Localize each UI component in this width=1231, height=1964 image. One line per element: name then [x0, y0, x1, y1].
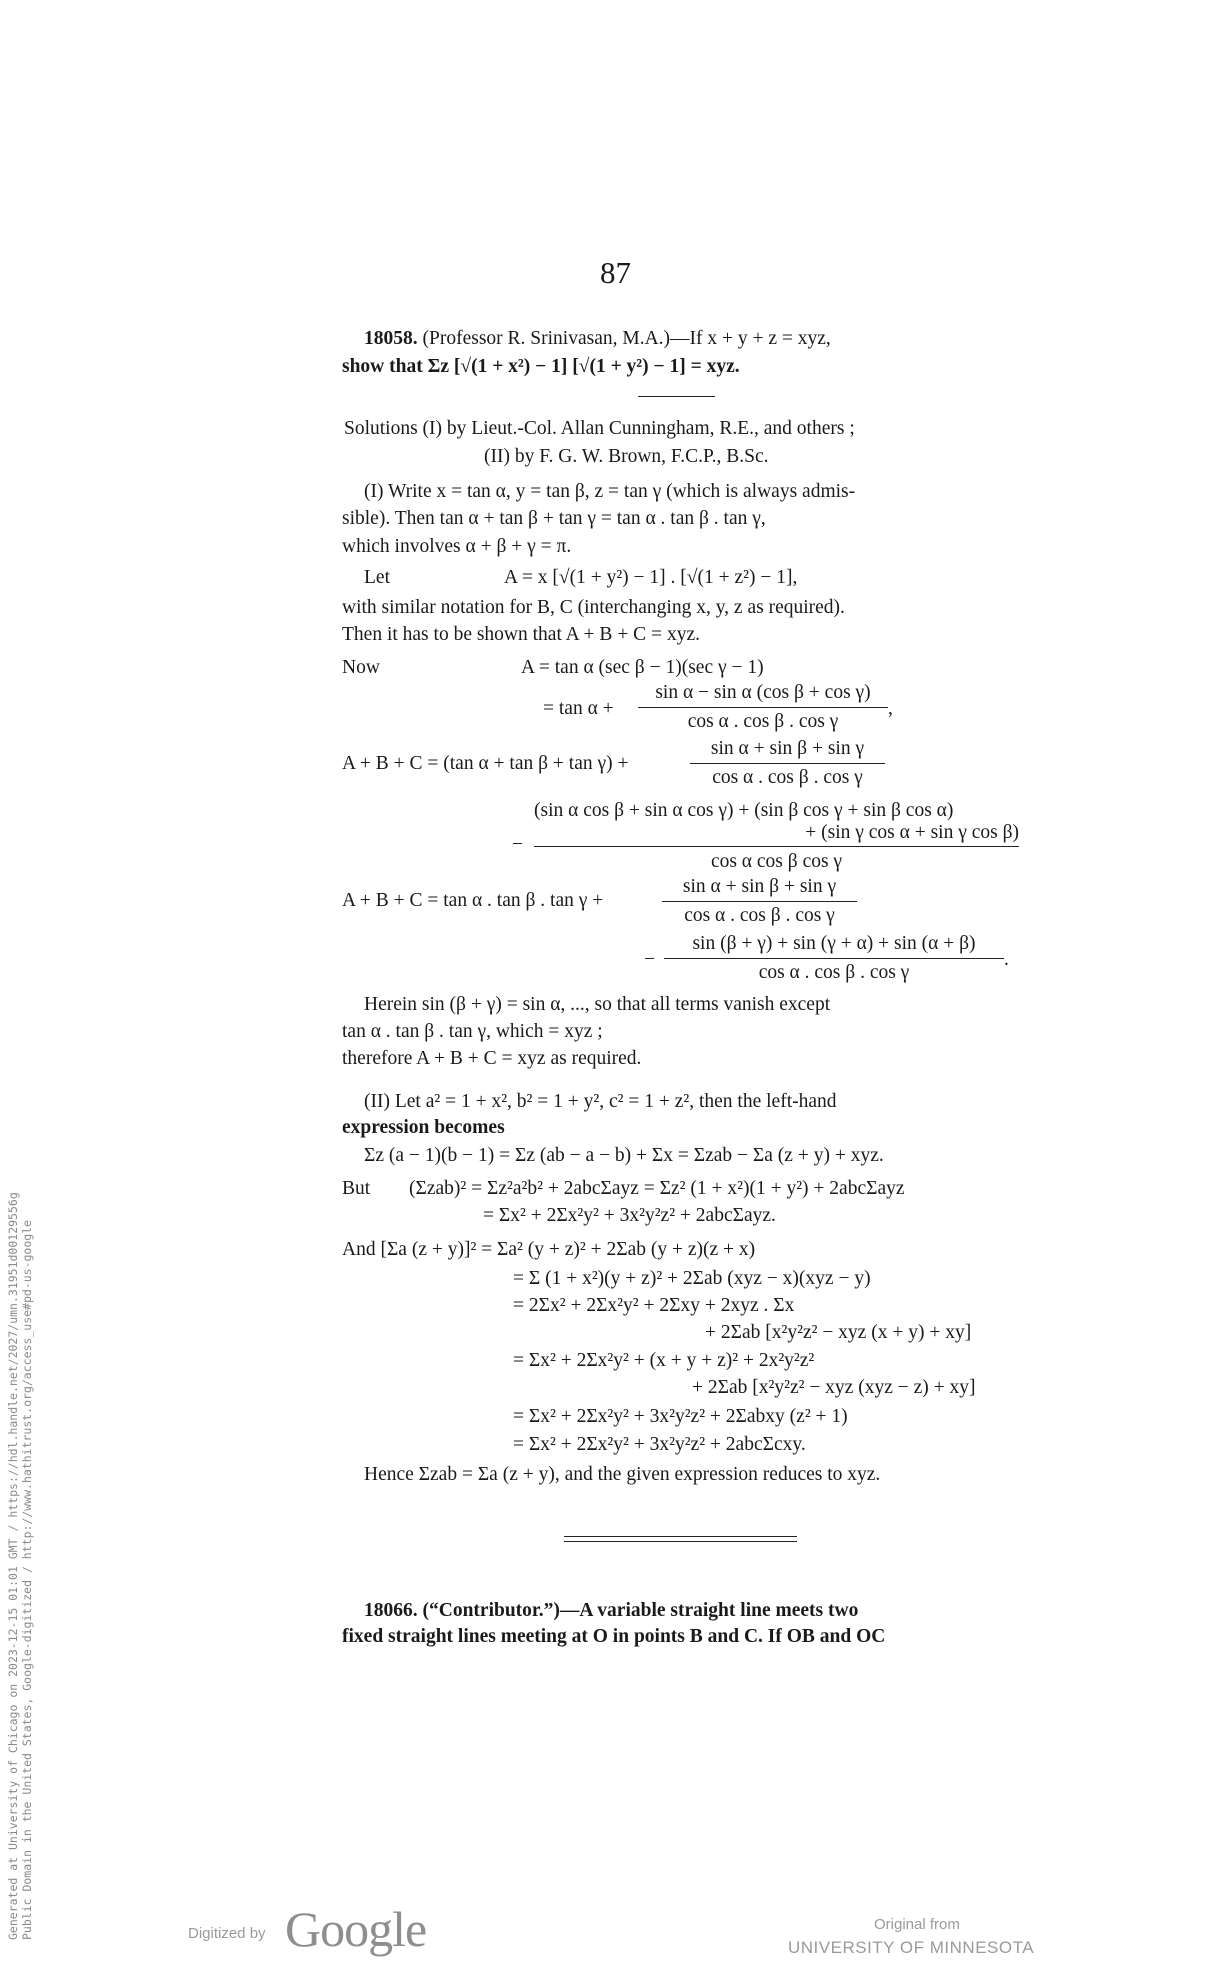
solutions-credit-1: Solutions (I) by Lieut.-Col. Allan Cunningham, R.E., and others ; — [344, 418, 855, 439]
but-line-2: = Σx² + 2Σx²y² + 3x²y²z² + 2abcΣayz. — [483, 1205, 776, 1226]
eq6-numerator: sin (β + γ) + sin (γ + α) + sin (α + β) — [692, 933, 976, 954]
hence-line: Hence Σzab = Σa (z + y), and the given expression reduces to xyz. — [364, 1464, 881, 1485]
eq4-numerator-1: (sin α cos β + sin α cos γ) + (sin β cos γ + sin β cos α) — [534, 800, 954, 821]
eq5-fraction — [662, 875, 857, 928]
solutions-credit-2: (II) by F. G. W. Brown, F.C.P., B.Sc. — [484, 446, 769, 467]
eq2-end: , — [888, 698, 893, 719]
side-watermark — [6, 1192, 34, 1940]
now-equation: A = tan α (sec β − 1)(sec γ − 1) — [521, 657, 764, 678]
herein-line-1: Herein sin (β + γ) = sin α, ..., so that all terms vanish except — [364, 994, 831, 1015]
eq2-fraction — [638, 681, 888, 734]
eq6-end: . — [1004, 949, 1009, 970]
now-label: Now — [342, 657, 380, 678]
problem-statement: show that Σz [√(1 + x²) − 1] [√(1 + y²) − 1] = xyz. — [342, 356, 740, 377]
eq4-fraction-bar — [534, 846, 1019, 847]
and-line: And [Σa (z + y)]² = Σa² (y + z)² + 2Σab (y + z)(z + x) — [342, 1239, 756, 1260]
eq4-denominator: cos α cos β cos γ — [710, 851, 843, 872]
eq3-lhs: A + B + C = (tan α + tan β + tan γ) + — [342, 753, 629, 774]
eq6-minus: − — [644, 949, 655, 970]
page-number: 87 — [600, 255, 631, 290]
part1-line2: sible). Then tan α + tan β + tan γ = tan α . tan β . tan γ, — [342, 508, 766, 529]
divider — [638, 396, 715, 397]
part2-line1: (II) Let a² = 1 + x², b² = 1 + y², c² = 1 + z², then the left-hand — [364, 1091, 837, 1112]
problem-header-text: (Professor R. Srinivasan, M.A.)—If x + y + z = xyz, — [422, 328, 831, 349]
eq5-lhs: A + B + C = tan α . tan β . tan γ + — [342, 890, 604, 911]
eq2-lhs: = tan α + — [543, 698, 614, 719]
google-logo: Google — [285, 1901, 427, 1957]
part2-line2: expression becomes — [342, 1117, 505, 1138]
herein-line-2: tan α . tan β . tan γ, which = xyz ; — [342, 1021, 603, 1042]
and-step-7: = Σx² + 2Σx²y² + 3x²y²z² + 2abcΣcxy. — [513, 1434, 806, 1455]
and-step-1: = Σ (1 + x²)(y + z)² + 2Σab (xyz − x)(xyz − y) — [513, 1268, 871, 1289]
eq3-numerator: sin α + sin β + sin γ — [710, 738, 865, 759]
part2-line3: Σz (a − 1)(b − 1) = Σz (ab − a − b) + Σx = Σzab − Σa (z + y) + xyz. — [364, 1145, 884, 1166]
herein-line-3: therefore A + B + C = xyz as required. — [342, 1048, 642, 1069]
let-label: Let — [364, 567, 390, 588]
and-step-2: = 2Σx² + 2Σx²y² + 2Σxy + 2xyz . Σx — [513, 1295, 795, 1316]
eq3-fraction — [690, 737, 885, 790]
let-equation: A = x [√(1 + y²) − 1] . [√(1 + z²) − 1], — [504, 567, 798, 588]
but-line-1: (Σzab)² = Σz²a²b² + 2abcΣayz = Σz² (1 + x²)(1 + y²) + 2abcΣayz — [409, 1178, 905, 1199]
part1-line3: which involves α + β + γ = π. — [342, 536, 572, 557]
eq2-numerator: sin α − sin α (cos β + cos γ) — [655, 682, 871, 703]
part1-line1: (I) Write x = tan α, y = tan β, z = tan γ (which is always admis- — [364, 481, 856, 502]
eq3-denominator: cos α . cos β . cos γ — [712, 767, 863, 788]
side-watermark-1: Generated at University of Chicago on 2023-12-15 01:01 GMT / https://hdl.handle.net/2027/umn.31951d00129556g — [6, 1192, 20, 1940]
side-watermark-2: Public Domain in the United States, Google-digitized / http://www.hathitrust.org/access_use#pd-us-google — [20, 1219, 34, 1940]
eq6-fraction — [664, 932, 1004, 985]
eq2-denominator: cos α . cos β . cos γ — [687, 711, 839, 732]
part1-line5: with similar notation for B, C (interchanging x, y, z as required). — [342, 597, 845, 618]
and-step-5: + 2Σab [x²y²z² − xyz (xyz − z) + xy] — [692, 1377, 976, 1398]
problem-header — [364, 327, 831, 351]
problem-number: 18058. — [364, 328, 418, 349]
digitized-by-label: Digitized by — [188, 1925, 266, 1942]
eq4-numerator-2: + (sin γ cos α + sin γ cos β) — [805, 822, 1019, 843]
eq4-minus: − — [512, 834, 523, 855]
eq5-denominator: cos α . cos β . cos γ — [684, 905, 835, 926]
and-step-4: = Σx² + 2Σx²y² + (x + y + z)² + 2x²y²z² — [513, 1350, 815, 1371]
problem2-line1-text: (“Contributor.”)—A variable straight line meets two — [422, 1600, 859, 1621]
double-rule-top — [564, 1536, 797, 1537]
and-step-3: + 2Σab [x²y²z² − xyz (x + y) + xy] — [705, 1322, 972, 1343]
but-label: But — [342, 1178, 371, 1199]
original-from-label: Original from — [874, 1916, 960, 1933]
university-label: UNIVERSITY OF MINNESOTA — [788, 1938, 1035, 1957]
problem2-line1 — [364, 1599, 858, 1623]
problem2-line2: fixed straight lines meeting at O in points B and C. If OB and OC — [342, 1626, 886, 1647]
part1-line6: Then it has to be shown that A + B + C = xyz. — [342, 624, 700, 645]
eq5-numerator: sin α + sin β + sin γ — [682, 876, 837, 897]
and-step-6: = Σx² + 2Σx²y² + 3x²y²z² + 2Σabxy (z² + 1) — [513, 1406, 848, 1427]
double-rule-bottom — [564, 1541, 797, 1542]
problem2-number: 18066. — [364, 1600, 418, 1621]
eq6-denominator: cos α . cos β . cos γ — [758, 962, 910, 983]
